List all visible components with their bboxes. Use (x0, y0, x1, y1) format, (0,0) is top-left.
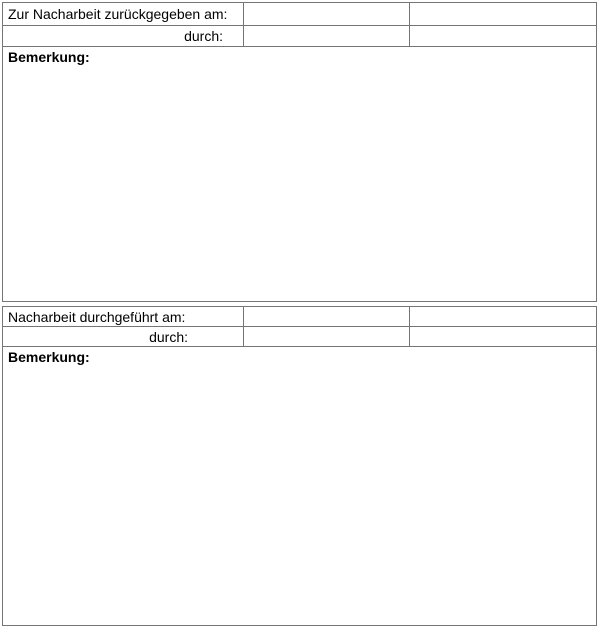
returned-date-label: Zur Nacharbeit zurückgegeben am: (3, 3, 244, 26)
done-by-label: durch: (3, 327, 244, 347)
returned-remark-cell (3, 47, 597, 302)
done-remark-row (3, 347, 597, 626)
returned-date-row (3, 3, 597, 26)
done-remark-label: Bemerkung: (8, 349, 90, 365)
done-by-row (3, 327, 597, 347)
done-by-field-1[interactable] (244, 327, 410, 347)
returned-by-label: durch: (3, 26, 244, 47)
returned-remark-field[interactable] (8, 65, 591, 297)
returned-by-field-1[interactable] (244, 26, 410, 47)
returned-by-row (3, 26, 597, 47)
returned-remark-label: Bemerkung: (8, 49, 90, 65)
rework-returned-table (2, 2, 597, 302)
done-by-field-2[interactable] (410, 327, 597, 347)
returned-date-field-2[interactable] (410, 3, 597, 26)
done-remark-cell (3, 347, 597, 626)
rework-done-table (2, 306, 597, 626)
done-date-label: Nacharbeit durchgeführt am: (3, 307, 244, 327)
done-date-field-2[interactable] (410, 307, 597, 327)
done-remark-field[interactable] (8, 365, 591, 621)
done-date-row (3, 307, 597, 327)
returned-remark-row (3, 47, 597, 302)
done-date-field-1[interactable] (244, 307, 410, 327)
returned-by-field-2[interactable] (410, 26, 597, 47)
returned-date-field-1[interactable] (244, 3, 410, 26)
